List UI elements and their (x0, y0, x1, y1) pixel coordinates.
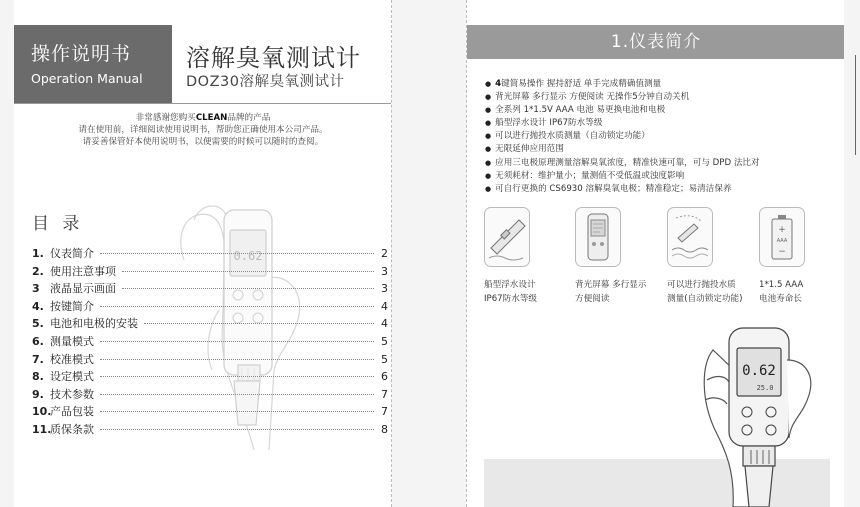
feature-item (485, 104, 835, 117)
toc-page: 8 (381, 422, 388, 436)
svg-text:+: + (778, 225, 786, 235)
icon-caption-line2: 测量(自动锁定功能) (667, 294, 743, 304)
left-device-display: 0.62 (233, 249, 263, 263)
toc-label: 质保条款 (50, 422, 94, 436)
icon-caption (759, 278, 803, 306)
toc-row[interactable] (32, 403, 388, 421)
thanks-line-3: 请妥善保管好本使用说明书，以便需要的时候可以随时的查阅。 (82, 137, 324, 147)
feature-text: 船型浮水设计 IP67防水等级 (495, 118, 603, 129)
feature-item (485, 91, 835, 104)
toc-number: 1. (32, 247, 44, 260)
feature-text: 应用三电极原理测量溶解臭氧浓度，精准快速可靠，可与 DPD 法比对 (495, 157, 760, 168)
toc-row[interactable] (32, 280, 388, 298)
toc-label: 液晶显示画面 (50, 282, 116, 296)
feature-item (485, 130, 835, 143)
feature-item (485, 78, 835, 91)
icon-caption-line1: 背光屏幕 多行显示 (575, 280, 647, 290)
feature-item (485, 183, 835, 196)
toc-number: 9. (32, 387, 44, 401)
toc-leader (100, 394, 374, 395)
left-page (14, 0, 392, 507)
toc-row[interactable] (32, 368, 388, 386)
feature-item (485, 157, 835, 170)
product-title: 溶解臭氧测试计 (186, 44, 361, 72)
toc-leader (100, 376, 374, 377)
toc-page: 3 (381, 282, 388, 296)
feature-item (485, 170, 835, 183)
icon-caption (484, 278, 537, 306)
toc-leader (100, 253, 374, 254)
toc-leader (100, 429, 374, 430)
section-title-bar: 1.仪表简介 (467, 25, 844, 59)
toc-label: 使用注意事项 (50, 264, 116, 278)
header-title-en: Operation Manual (31, 71, 143, 86)
icon-caption-line2: IP67防水等级 (484, 294, 538, 304)
feature-list (485, 78, 835, 196)
icon-caption-line2: 方便阅读 (575, 294, 610, 304)
thanks-line-2: 请在使用前，详细阅读使用说明书，帮助您正确使用本公司产品。 (78, 125, 328, 135)
toc-number: 11. (32, 422, 52, 436)
right-device-display: 0.62 (742, 363, 776, 379)
icon-caption (575, 278, 646, 306)
toc-row[interactable] (32, 351, 388, 369)
feature-text: 无限延伸应用范围 (495, 144, 564, 155)
toc-row[interactable] (32, 421, 388, 439)
feature-item (485, 117, 835, 130)
toc-number: 5. (32, 317, 44, 331)
toc-number: 7. (32, 352, 44, 366)
toc-number: 10. (32, 405, 52, 419)
toc-leader (100, 359, 374, 360)
toc-page: 7 (381, 387, 388, 401)
toc-label: 仪表简介 (50, 247, 94, 260)
product-subtitle: DOZ30溶解臭氧测试计 (186, 74, 345, 90)
toc-leader (122, 271, 374, 272)
toc-row[interactable] (32, 263, 388, 281)
icon-caption-line1: 1*1.5 AAA (759, 280, 804, 290)
water-throw-icon (667, 207, 713, 267)
right-device-display-small: 25.0 (756, 384, 774, 392)
toc-page: 2 (381, 247, 388, 260)
toc-number: 2. (32, 264, 44, 278)
toc-number: 8. (32, 370, 44, 384)
hand-holding-device-illustration (695, 320, 844, 507)
battery-icon (759, 207, 805, 267)
toc-row[interactable] (32, 386, 388, 404)
floating-pen-icon (484, 207, 530, 267)
toc-label: 测量模式 (50, 334, 94, 348)
toc-title: 目 录 (32, 214, 84, 234)
toc-label: 设定模式 (50, 370, 94, 384)
toc-row[interactable] (32, 245, 388, 263)
feature-item (485, 143, 835, 156)
toc-row[interactable] (32, 298, 388, 316)
toc-label: 技术参数 (50, 387, 94, 401)
svg-text:−: − (778, 247, 786, 257)
feature-text: 无须耗材：维护量小；量测值不受低温或浊度影响 (495, 170, 685, 181)
toc-leader (100, 411, 374, 412)
toc-page: 7 (381, 405, 388, 419)
thank-you-note (14, 112, 392, 148)
feature-text: 背光屏幕 多行显示 方便阅读 无操作5分钟自动关机 (495, 92, 690, 103)
toc-page: 5 (381, 334, 388, 348)
toc-leader (100, 341, 374, 342)
feature-bold: 4 (495, 79, 502, 89)
feature-text: 可以进行抛投水质测量（自动锁定功能） (495, 131, 650, 142)
toc-page: 4 (381, 317, 388, 331)
right-page (466, 0, 844, 507)
icon-caption-line1: 可以进行抛投水质 (667, 280, 736, 290)
backlit-screen-icon (575, 207, 621, 267)
toc-leader (144, 323, 374, 324)
toc-page: 6 (381, 370, 388, 384)
brand-name: CLEAN (195, 113, 228, 123)
thanks-post: 品牌的产品 (227, 113, 271, 123)
toc-label: 校准模式 (50, 352, 94, 366)
header-divider (14, 103, 392, 104)
header-title-zh: 操作说明书 (31, 43, 132, 65)
toc-number: 3 (32, 282, 40, 296)
feature-text: 键简易操作 握持舒适 单手完成精确值测量 (501, 79, 662, 89)
toc-leader (100, 306, 374, 307)
toc-row[interactable] (32, 315, 388, 333)
thanks-pre: 非常感谢您购买 (135, 113, 196, 123)
toc-page: 5 (381, 352, 388, 366)
icon-caption (667, 278, 742, 306)
feature-text: 可自行更换的 CS6930 溶解臭氧电极；精准稳定；易清洁保养 (495, 183, 732, 194)
toc-leader (122, 288, 374, 289)
icon-caption-line2: 电池寿命长 (759, 294, 802, 304)
toc-page: 4 (381, 299, 388, 313)
manual-header-box (14, 25, 172, 103)
toc-page: 3 (381, 264, 388, 278)
toc-label: 按键简介 (50, 299, 94, 313)
svg-text:AAA: AAA (776, 238, 788, 244)
toc-row[interactable] (32, 333, 388, 351)
toc-label: 电池和电极的安装 (50, 317, 138, 331)
feature-text: 全系列 1*1.5V AAA 电池 易更换电池和电极 (495, 105, 666, 116)
toc-number: 6. (32, 334, 44, 348)
toc-label: 产品包装 (50, 405, 94, 419)
page-edge-mark (855, 55, 856, 155)
table-of-contents (32, 245, 388, 439)
icon-caption-line1: 船型浮水设计 (484, 280, 536, 290)
toc-number: 4. (32, 299, 44, 313)
